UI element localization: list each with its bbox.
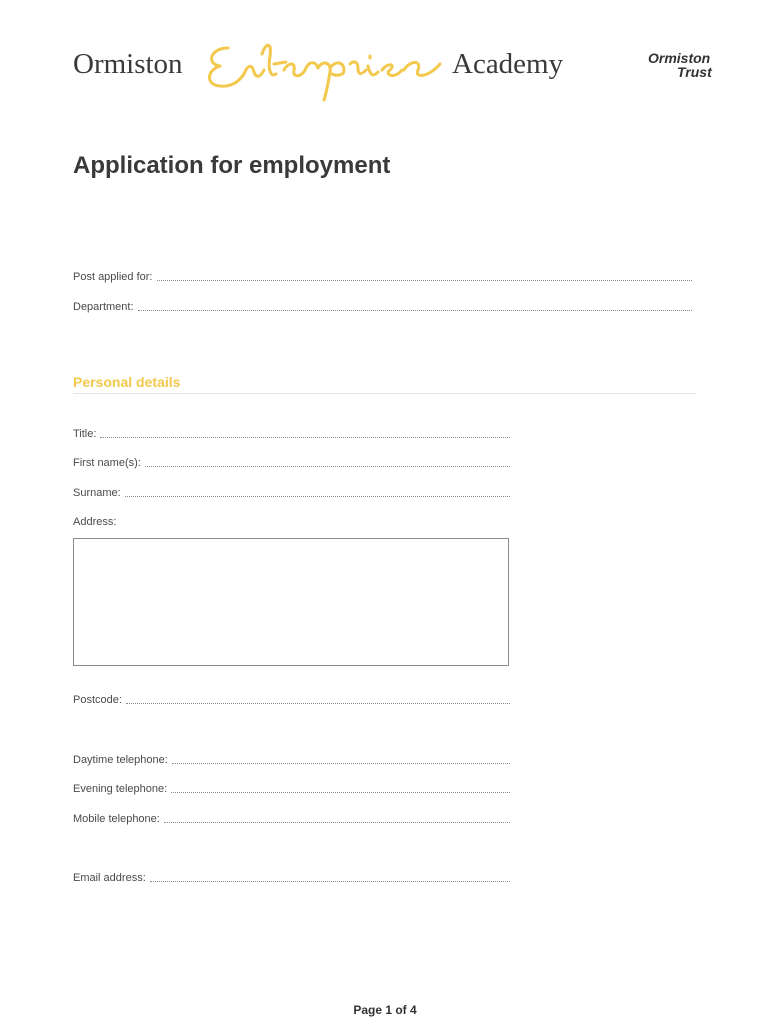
daytime-telephone-field[interactable] bbox=[73, 754, 510, 766]
surname-line[interactable] bbox=[125, 487, 510, 497]
department-label: Department: bbox=[73, 301, 134, 313]
page-title: Application for employment bbox=[73, 152, 391, 179]
title-label: Title: bbox=[73, 428, 97, 440]
surname-label: Surname: bbox=[73, 487, 121, 499]
department-line[interactable] bbox=[138, 301, 692, 311]
address-label: Address: bbox=[73, 516, 117, 528]
title-line[interactable] bbox=[100, 428, 510, 438]
address-box[interactable] bbox=[73, 538, 509, 666]
department-field[interactable] bbox=[73, 301, 692, 313]
email-address-field[interactable] bbox=[73, 872, 510, 884]
daytime-telephone-label: Daytime telephone: bbox=[73, 754, 168, 766]
ormiston-trust-logo bbox=[648, 51, 728, 79]
trust-line-1: Ormiston bbox=[648, 50, 711, 66]
post-applied-line[interactable] bbox=[157, 271, 693, 281]
section-heading-personal-details: Personal details bbox=[73, 374, 181, 390]
first-names-line[interactable] bbox=[145, 457, 510, 467]
logo-academy-text: Academy bbox=[452, 48, 564, 80]
postcode-label: Postcode: bbox=[73, 694, 122, 706]
postcode-field[interactable] bbox=[73, 694, 510, 706]
evening-telephone-line[interactable] bbox=[171, 783, 510, 793]
title-field[interactable] bbox=[73, 428, 510, 440]
first-names-label: First name(s): bbox=[73, 457, 141, 469]
mobile-telephone-field[interactable] bbox=[73, 813, 510, 825]
mobile-telephone-label: Mobile telephone: bbox=[73, 813, 160, 825]
evening-telephone-field[interactable] bbox=[73, 783, 510, 795]
email-address-line[interactable] bbox=[150, 872, 510, 882]
post-applied-label: Post applied for: bbox=[73, 271, 153, 283]
surname-field[interactable] bbox=[73, 487, 510, 499]
page-number: Page 1 of 4 bbox=[353, 1003, 417, 1017]
evening-telephone-label: Evening telephone: bbox=[73, 783, 168, 795]
post-applied-field[interactable] bbox=[73, 271, 692, 283]
daytime-telephone-line[interactable] bbox=[172, 754, 510, 764]
enterprise-script-logo bbox=[200, 34, 450, 102]
postcode-line[interactable] bbox=[126, 694, 510, 704]
logo-ormiston-text: Ormiston bbox=[73, 48, 183, 80]
first-names-field[interactable] bbox=[73, 457, 510, 469]
mobile-telephone-line[interactable] bbox=[164, 813, 510, 823]
email-address-label: Email address: bbox=[73, 872, 146, 884]
trust-line-2: Trust bbox=[677, 64, 712, 80]
section-divider bbox=[73, 393, 696, 394]
